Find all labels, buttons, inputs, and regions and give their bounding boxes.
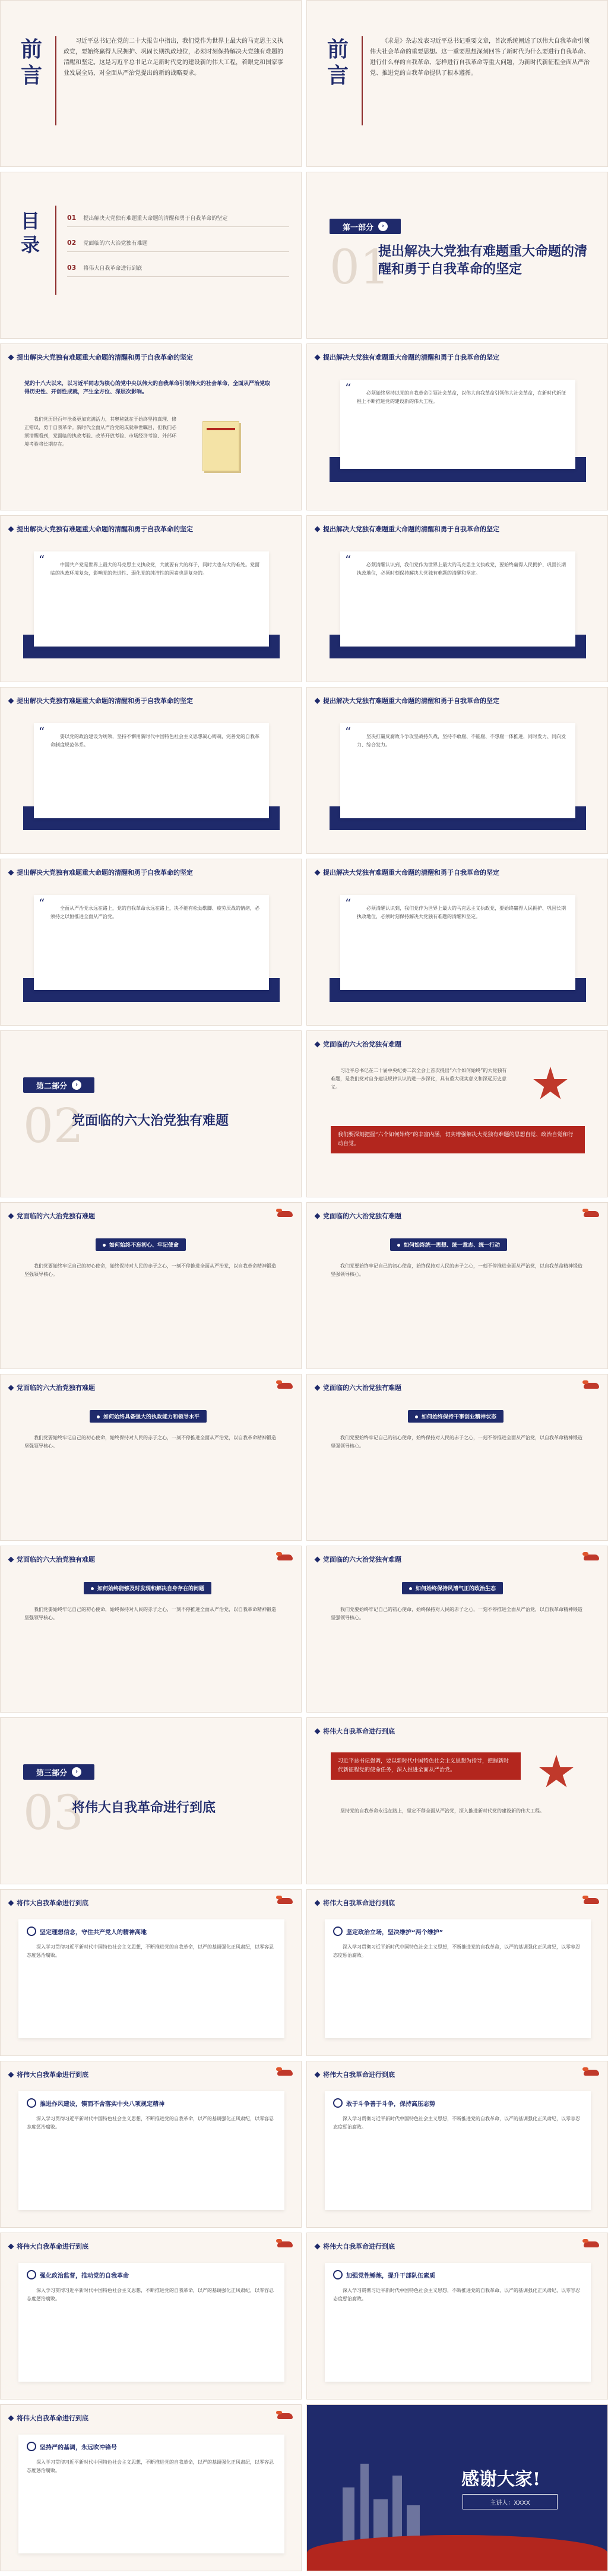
section-title: 党面临的六大治党独有难题 <box>72 1113 229 1128</box>
toc-num: 02 <box>67 239 77 247</box>
slide-header <box>315 868 599 877</box>
diamond-icon <box>315 869 321 875</box>
diamond-icon <box>8 2071 14 2077</box>
quote-icon: “ <box>345 553 352 567</box>
party-emblem-icon <box>539 1755 574 1790</box>
item-pill: 如何始终具备强大的执政能力和领导水平 <box>90 1410 207 1423</box>
card-title-label: 加强党性锤炼，提升干部队伍素质 <box>346 2272 435 2279</box>
quote-icon: “ <box>345 381 352 395</box>
slide-toc <box>0 172 302 339</box>
slide-section-1 <box>306 172 608 339</box>
quote-text: 要以党的政治建设为统领，坚持不懈用新时代中国特色社会主义思想凝心铸魂，完善党的自我革命制度规范体系。 <box>50 734 259 748</box>
circle-icon <box>333 2098 343 2108</box>
slide-preface-b <box>306 0 608 167</box>
diamond-icon <box>315 2243 321 2249</box>
content-text: 我们党要始终牢记自己的初心使命，始终保持对人民的赤子之心，一刻不停推进全面从严治党，以自我革命精神锻造坚强领导核心。 <box>24 1263 276 1277</box>
divider <box>55 36 56 125</box>
diamond-icon <box>8 1900 14 1906</box>
slide-header-title: 党面临的六大治党独有难题 <box>17 1212 95 1220</box>
shrimp-icon <box>275 1551 293 1564</box>
slide-s3-intro <box>306 1717 608 1884</box>
shrimp-icon <box>275 1379 293 1392</box>
red-wave <box>307 2535 607 2571</box>
party-emblem-icon <box>533 1067 568 1102</box>
card-title <box>333 1927 443 1936</box>
circle-icon <box>333 2270 343 2279</box>
slide-header <box>315 696 599 705</box>
content-text: 我们党要始终牢记自己的初心使命，始终保持对人民的赤子之心，一刻不停推进全面从严治党，以自我革命精神锻造坚强领导核心。 <box>331 1435 582 1449</box>
slide-s3-5 <box>0 2233 302 2400</box>
card-title <box>27 2098 164 2108</box>
slide-s3-7 <box>0 2404 302 2571</box>
content-text: 坚持党的自我革命永远在路上，坚定不移全面从严治党，深入推进新时代党的建设新的伟大工程。 <box>340 1808 544 1814</box>
slide-header-title: 提出解决大党独有难题重大命题的清醒和勇于自我革命的坚定 <box>323 869 499 876</box>
slide-header-title: 党面临的六大治党独有难题 <box>323 1556 401 1563</box>
slide-header <box>9 1383 293 1392</box>
slide-header <box>9 2241 293 2251</box>
content-text: 习近平总书记在二十届中央纪委二次全会上首次提出“六个如何始终”的大党独有难题，是我们党对自身建设规律认识的进一步深化，具有重大现实意义和深远历史意义。 <box>331 1068 507 1090</box>
slide-header <box>315 1555 599 1564</box>
section-title: 将伟大自我革命进行到底 <box>72 1800 216 1815</box>
slide-s1-1 <box>0 343 302 510</box>
toc-item[interactable] <box>67 259 289 277</box>
card <box>325 1919 591 2038</box>
section-badge <box>23 1077 94 1093</box>
item-pill: 如何始终能够及时发现和解决自身存在的问题 <box>84 1582 211 1594</box>
arrow-right-icon: › <box>72 1767 81 1777</box>
slide-header-title: 党面临的六大治党独有难题 <box>323 1212 401 1220</box>
slide-header-title: 党面临的六大治党独有难题 <box>323 1041 401 1048</box>
quote-box <box>34 551 269 647</box>
quote-text: 坚决打赢反腐败斗争攻坚战持久战，坚持不敢腐、不能腐、不想腐一体推进，同时发力、同向发力、综合发力。 <box>357 734 566 748</box>
slide-s2-6 <box>306 1546 608 1713</box>
slide-s1-3 <box>0 515 302 682</box>
card <box>18 2435 284 2553</box>
slide-header-title: 将伟大自我革命进行到底 <box>17 2414 88 2422</box>
slide-header <box>9 1555 293 1564</box>
slide-header-title: 提出解决大党独有难题重大命题的清醒和勇于自我革命的坚定 <box>17 697 193 705</box>
slide-s1-5 <box>0 687 302 854</box>
slide-s2-3 <box>0 1374 302 1541</box>
quote-icon: “ <box>345 724 352 739</box>
slide-header-title: 将伟大自我革命进行到底 <box>17 2243 88 2250</box>
card <box>18 1919 284 2038</box>
skyline-building <box>373 2499 388 2541</box>
card-title-label: 坚定理想信念，守住共产党人的精神高地 <box>40 1929 147 1936</box>
slide-header <box>9 696 293 705</box>
toc-item[interactable] <box>67 209 289 227</box>
circle-icon <box>27 2270 36 2279</box>
slide-section-3 <box>0 1717 302 1884</box>
slide-header <box>9 524 293 534</box>
slide-header <box>315 1726 599 1736</box>
card-title <box>27 2270 129 2279</box>
diamond-icon <box>8 2243 14 2249</box>
item-pill: 如何始终不忘初心、牢记使命 <box>96 1238 186 1251</box>
shrimp-icon <box>581 2066 599 2079</box>
shrimp-icon <box>275 1894 293 1907</box>
section-badge-label: 第二部分 <box>36 1082 67 1091</box>
slide-header <box>9 352 293 362</box>
diamond-icon <box>8 2415 14 2421</box>
diamond-icon <box>315 698 321 704</box>
toc-title: 目录 <box>21 210 40 256</box>
content-text: 我们党要始终牢记自己的初心使命，始终保持对人民的赤子之心，一刻不停推进全面从严治党，以自我革命精神锻造坚强领导核心。 <box>24 1435 276 1449</box>
slide-s1-7 <box>0 859 302 1026</box>
section-badge-label: 第一部分 <box>342 223 373 232</box>
card-text: 深入学习贯彻习近平新时代中国特色社会主义思想，不断推进党的自我革命，以严的基调强化正风肃纪，以零容忍态度惩治腐败。 <box>27 1944 274 1958</box>
card-text: 深入学习贯彻习近平新时代中国特色社会主义思想，不断推进党的自我革命，以严的基调强化正风肃纪，以零容忍态度惩治腐败。 <box>333 1944 580 1958</box>
shrimp-icon <box>275 1207 293 1221</box>
slide-header-title: 将伟大自我革命进行到底 <box>17 2071 88 2079</box>
skyline-building <box>360 2464 369 2541</box>
slide-header <box>9 2413 293 2423</box>
circle-icon <box>27 2442 36 2451</box>
shrimp-icon <box>275 2066 293 2079</box>
arrow-right-icon: › <box>378 222 388 231</box>
slide-header <box>315 1039 599 1049</box>
item-pill: 如何始终保持风清气正的政治生态 <box>402 1582 503 1594</box>
quote-box <box>34 895 269 990</box>
slide-section-2 <box>0 1030 302 1197</box>
slide-s1-8 <box>306 859 608 1026</box>
toc-item[interactable] <box>67 234 289 252</box>
highlight-bar: 我们要深刻把握“六个如何始终”的丰富内涵，切实增强解决大党独有难题的思想自觉、政治自觉和行动自觉。 <box>331 1126 585 1153</box>
slide-thanks <box>306 2404 608 2571</box>
divider <box>55 206 56 295</box>
section-badge <box>23 1764 94 1780</box>
slide-header-title: 将伟大自我革命进行到底 <box>17 1899 88 1907</box>
slide-header <box>9 1211 293 1221</box>
slide-s2-5 <box>0 1546 302 1713</box>
quote-text: 中国共产党是世界上最大的马克思主义执政党，大就要有大的样子，同时大也有大的难处。党面临的执政环境复杂，影响党的先进性、弱化党的纯洁性的因素也是复杂的。 <box>50 562 259 576</box>
slide-header <box>9 868 293 877</box>
slide-header-title: 党面临的六大治党独有难题 <box>323 1384 401 1392</box>
shrimp-icon <box>275 2410 293 2423</box>
diamond-icon <box>8 526 14 532</box>
quote-icon: “ <box>39 724 45 739</box>
shrimp-icon <box>581 1894 599 1907</box>
section-badge-label: 第三部分 <box>36 1768 67 1778</box>
slide-header <box>315 352 599 362</box>
slide-header-title: 提出解决大党独有难题重大命题的清醒和勇于自我革命的坚定 <box>17 525 193 533</box>
shrimp-icon <box>581 1551 599 1564</box>
page-title: 前言 <box>327 37 349 88</box>
shrimp-icon <box>275 2238 293 2251</box>
card-text: 深入学习贯彻习近平新时代中国特色社会主义思想，不断推进党的自我革命，以严的基调强化正风肃纪，以零容忍态度惩治腐败。 <box>27 2116 274 2130</box>
card-title-label: 强化政治监督，推动党的自我革命 <box>40 2272 129 2279</box>
content-text: 我们党要始终牢记自己的初心使命，始终保持对人民的赤子之心，一刻不停推进全面从严治党，以自我革命精神锻造坚强领导核心。 <box>331 1607 582 1620</box>
card-title-label: 坚持严的基调，永远吹冲锋号 <box>40 2444 117 2451</box>
slide-header <box>315 524 599 534</box>
slide-s3-2 <box>306 1889 608 2056</box>
card-text: 深入学习贯彻习近平新时代中国特色社会主义思想，不断推进党的自我革命，以严的基调强化正风肃纪，以零容忍态度惩治腐败。 <box>27 2288 274 2301</box>
diamond-icon <box>315 2071 321 2077</box>
slide-s1-2 <box>306 343 608 510</box>
card-text: 深入学习贯彻习近平新时代中国特色社会主义思想，不断推进党的自我革命，以严的基调强化正风肃纪，以零容忍态度惩治腐败。 <box>27 2460 274 2473</box>
slide-header-title: 提出解决大党独有难题重大命题的清醒和勇于自我革命的坚定 <box>323 697 499 705</box>
shrimp-icon <box>581 1379 599 1392</box>
quote-box <box>340 380 575 469</box>
slide-preface-a <box>0 0 302 167</box>
slide-s1-6 <box>306 687 608 854</box>
slide-header <box>315 2070 599 2079</box>
slide-header <box>9 2070 293 2079</box>
diamond-icon <box>315 1213 321 1219</box>
slide-header-title: 提出解决大党独有难题重大命题的清醒和勇于自我革命的坚定 <box>17 869 193 876</box>
section-number: 02 <box>23 1098 84 1153</box>
slide-s3-6 <box>306 2233 608 2400</box>
slide-header <box>315 1383 599 1392</box>
slide-header-title: 提出解决大党独有难题重大命题的清醒和勇于自我革命的坚定 <box>323 525 499 533</box>
diamond-icon <box>315 1556 321 1562</box>
slide-s2-4 <box>306 1374 608 1541</box>
diamond-icon <box>315 1041 321 1047</box>
card-title <box>27 1927 147 1936</box>
quote-box <box>340 895 575 990</box>
item-pill: 如何始终统一思想、统一意志、统一行动 <box>390 1238 507 1251</box>
card-text: 深入学习贯彻习近平新时代中国特色社会主义思想，不断推进党的自我革命，以严的基调强化正风肃纪，以零容忍态度惩治腐败。 <box>333 2288 580 2301</box>
divider <box>362 36 363 125</box>
slide-s3-3 <box>0 2061 302 2228</box>
slide-header-title: 提出解决大党独有难题重大命题的清醒和勇于自我革命的坚定 <box>323 354 499 361</box>
slide-header-title: 党面临的六大治党独有难题 <box>17 1384 95 1392</box>
slide-header-title: 将伟大自我革命进行到底 <box>323 1899 395 1907</box>
card-title <box>27 2442 117 2451</box>
card-title-label: 敢于斗争善于斗争，保持高压态势 <box>346 2101 435 2108</box>
slide-header-title: 将伟大自我革命进行到底 <box>323 2243 395 2250</box>
slide-s2-intro <box>306 1030 608 1197</box>
slide-header-title: 将伟大自我革命进行到底 <box>323 2071 395 2079</box>
slide-s3-4 <box>306 2061 608 2228</box>
card-text: 深入学习贯彻习近平新时代中国特色社会主义思想，不断推进党的自我革命，以严的基调强化正风肃纪，以零容忍态度惩治腐败。 <box>333 2116 580 2130</box>
toc-num: 01 <box>67 214 77 222</box>
arrow-right-icon: › <box>72 1080 81 1090</box>
page-title: 前言 <box>21 37 43 88</box>
slide-header <box>9 1898 293 1907</box>
diamond-icon <box>315 526 321 532</box>
quote-icon: “ <box>39 553 45 567</box>
slide-header-title: 党面临的六大治党独有难题 <box>17 1556 95 1563</box>
skyline-building <box>392 2476 402 2541</box>
toc-num: 03 <box>67 264 77 272</box>
quote-box <box>340 723 575 818</box>
slide-header-title: 提出解决大党独有难题重大命题的清醒和勇于自我革命的坚定 <box>17 354 193 361</box>
slide-header <box>315 1211 599 1221</box>
slide-header <box>315 1898 599 1907</box>
card <box>325 2091 591 2210</box>
card-title-label: 推进作风建设，锲而不舍落实中央八项规定精神 <box>40 2101 164 2108</box>
toc-label: 提出解决大党独有难题重大命题的清醒和勇于自我革命的坚定 <box>83 216 228 222</box>
content-text: 我们党要始终牢记自己的初心使命，始终保持对人民的赤子之心，一刻不停推进全面从严治党，以自我革命精神锻造坚强领导核心。 <box>331 1263 582 1277</box>
card-title <box>333 2270 435 2279</box>
quote-text: 必须始终坚持以党的自我革命引领社会革命，以伟大自我革命引领伟大社会革命，在新时代新征程上不断推进党的建设新的伟大工程。 <box>357 390 566 404</box>
card <box>18 2263 284 2382</box>
circle-icon <box>333 1927 343 1936</box>
quote-text: 必须清醒认识到，我们党作为世界上最大的马克思主义执政党，要始终赢得人民拥护、巩固长期执政地位，必须时刻保持解决大党独有难题的清醒和坚定。 <box>357 906 566 919</box>
slide-s2-1 <box>0 1202 302 1369</box>
quote-icon: “ <box>345 896 352 910</box>
circle-icon <box>27 1927 36 1936</box>
presenter-label: 主讲人：XXXX <box>463 2494 558 2509</box>
highlight-bar: 习近平总书记强调，要以新时代中国特色社会主义思想为指导，把握新时代新征程党的使命任务，深入推进全面从严治党。 <box>331 1752 521 1780</box>
quote-box <box>34 723 269 818</box>
quote-text: 必须清醒认识到，我们党作为世界上最大的马克思主义执政党，要始终赢得人民拥护、巩固长期执政地位，必须时刻保持解决大党独有难题的清醒和坚定。 <box>357 562 566 576</box>
diamond-icon <box>8 354 14 360</box>
slide-s2-2 <box>306 1202 608 1369</box>
card <box>325 2263 591 2382</box>
skyline-building <box>343 2487 354 2541</box>
card-title <box>333 2098 435 2108</box>
section-title: 提出解决大党独有难题重大命题的清醒和勇于自我革命的坚定 <box>378 244 588 277</box>
toc-label: 党面临的六大治党独有难题 <box>83 241 148 247</box>
slide-s3-1 <box>0 1889 302 2056</box>
quote-text: 全面从严治党永远在路上，党的自我革命永远在路上，决不能有松劲歇脚、疲劳厌战的情绪，必须持之以恒推进全面从严治党。 <box>50 906 259 919</box>
item-pill: 如何始终保持干事创业精神状态 <box>408 1410 504 1423</box>
quote-box <box>340 551 575 647</box>
slide-header <box>315 2241 599 2251</box>
diamond-icon <box>8 1385 14 1391</box>
diamond-icon <box>315 1728 321 1734</box>
slide-header-title: 将伟大自我革命进行到底 <box>323 1727 395 1735</box>
card-title-label: 坚定政治立场，坚决维护“两个维护” <box>346 1929 444 1936</box>
diamond-icon <box>8 869 14 875</box>
shrimp-icon <box>581 2238 599 2251</box>
section-badge <box>330 219 401 234</box>
section-number: 03 <box>23 1785 84 1840</box>
circle-icon <box>27 2098 36 2108</box>
card <box>18 2091 284 2210</box>
section-number: 01 <box>330 239 390 295</box>
book-image <box>202 421 239 471</box>
slide-s1-4 <box>306 515 608 682</box>
diamond-icon <box>315 354 321 360</box>
content-text: 我们党要始终牢记自己的初心使命，始终保持对人民的赤子之心，一刻不停推进全面从严治党，以自我革命精神锻造坚强领导核心。 <box>24 1607 276 1620</box>
diamond-icon <box>315 1385 321 1391</box>
diamond-icon <box>315 1900 321 1906</box>
quote-icon: “ <box>39 896 45 910</box>
preface-text: 《求是》杂志发表习近平总书记重要文章，首次系统阐述了以伟大自我革命引领伟大社会革命的重要思想。这一重要思想深刻回答了新时代为什么要进行自我革命、进行什么样的自我革命、怎样进行自我革命等重大问题，为新时代新征程全面从严治党、推进党的自我革命提供了根本遵循。 <box>370 38 590 77</box>
diamond-icon <box>8 1213 14 1219</box>
toc-label: 将伟大自我革命进行到底 <box>83 266 142 272</box>
diamond-icon <box>8 698 14 704</box>
thanks-title: 感谢大家! <box>461 2469 541 2490</box>
preface-text: 习近平总书记在党的二十大报告中指出，我们党作为世界上最大的马克思主义执政党，要始终赢得人民拥护、巩固长期执政地位，必须时刻保持解决大党独有难题的清醒和坚定。这是习近平总书记立足新时代党的建设新的伟大工程，着眼党和国家事业发展全局，对全面从严治党提出的新的战略要求。 <box>64 38 283 77</box>
content-text: 我们党历经百年沧桑更加充满活力，其奥秘就在于始终坚持真理、修正错误，勇于自我革命。新时代全面从严治党的成就举世瞩目，但我们必须清醒看到，党面临的执政考验、改革开放考验、市场经济考验、外部环境考验将长期存在。 <box>24 417 176 447</box>
shrimp-icon <box>581 1207 599 1221</box>
content-title: 党的十八大以来，以习近平同志为核心的党中央以伟大的自我革命引领伟大的社会革命，全面从严治党取得历史性、开创性成就，产生全方位、深层次影响。 <box>24 381 271 395</box>
diamond-icon <box>8 1556 14 1562</box>
